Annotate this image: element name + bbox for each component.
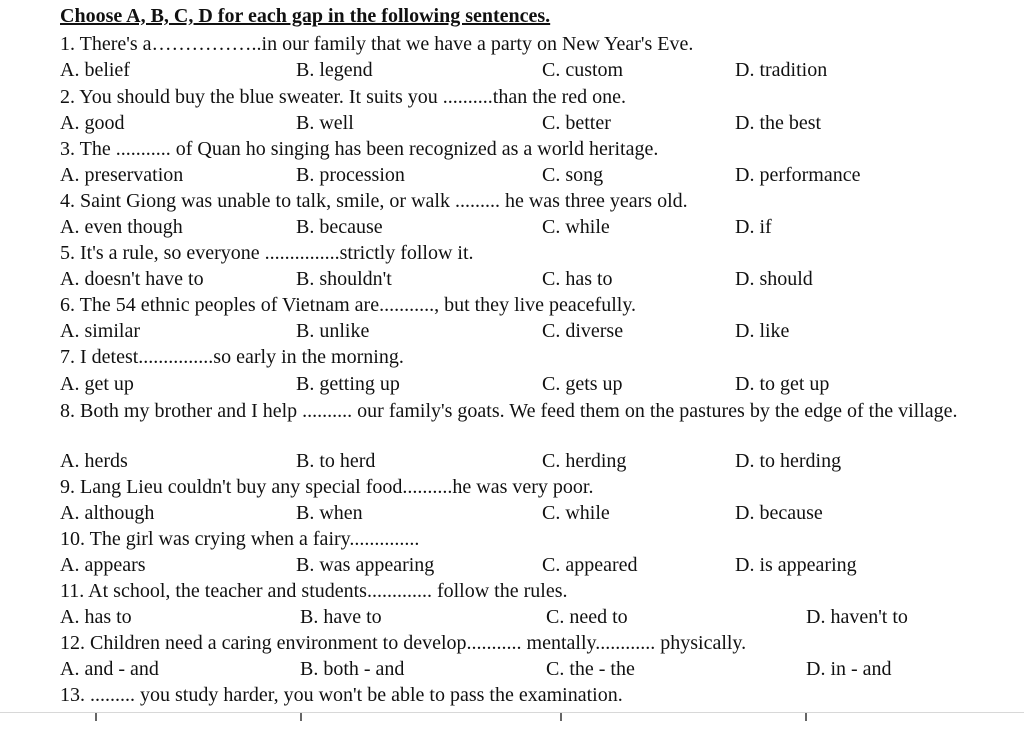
- q6-option-d: D. like: [735, 320, 790, 342]
- q8-option-b: B. to herd: [296, 450, 376, 472]
- q9-option-b: B. when: [296, 502, 363, 524]
- question-13: 13. ......... you study harder, you won't be able to pass the examination.: [60, 684, 623, 706]
- q8-option-d: D. to herding: [735, 450, 842, 472]
- q6-option-b: B. unlike: [296, 320, 370, 342]
- q7-option-d: D. to get up: [735, 373, 830, 395]
- q4-option-d: D. if: [735, 216, 772, 238]
- q11-option-b: B. have to: [300, 606, 382, 628]
- q3-option-d: D. performance: [735, 164, 861, 186]
- q9-option-d: D. because: [735, 502, 823, 524]
- q11-option-a: A. has to: [60, 606, 132, 628]
- q2-option-a: A. good: [60, 112, 125, 134]
- q4-option-b: B. because: [296, 216, 383, 238]
- question-7: 7. I detest...............so early in the morning.: [60, 346, 404, 368]
- question-12: 12. Children need a caring environment to develop........... mentally............ physically.: [60, 632, 747, 654]
- q7-option-a: A. get up: [60, 373, 134, 395]
- q7-option-b: B. getting up: [296, 373, 400, 395]
- instruction-heading: Choose A, B, C, D for each gap in the following sentences.: [60, 5, 551, 27]
- q1-option-b: B. legend: [296, 59, 373, 81]
- q10-option-d: D. is appearing: [735, 554, 857, 576]
- q2-option-c: C. better: [542, 112, 611, 134]
- q1-option-d: D. tradition: [735, 59, 828, 81]
- page-crop-edge: [0, 712, 1024, 740]
- q5-option-d: D. should: [735, 268, 813, 290]
- q4-option-c: C. while: [542, 216, 610, 238]
- question-5: 5. It's a rule, so everyone ...............strictly follow it.: [60, 242, 474, 264]
- q9-option-c: C. while: [542, 502, 610, 524]
- question-3: 3. The ........... of Quan ho singing has been recognized as a world heritage.: [60, 138, 659, 160]
- question-1: 1. There's a……………..in our family that we have a party on New Year's Eve.: [60, 33, 694, 55]
- q10-option-a: A. appears: [60, 554, 146, 576]
- q1-option-c: C. custom: [542, 59, 624, 81]
- q3-option-b: B. procession: [296, 164, 405, 186]
- cropped-glyph: [560, 713, 562, 721]
- cropped-glyph: [95, 713, 97, 721]
- question-4: 4. Saint Giong was unable to talk, smile, or walk ......... he was three years old.: [60, 190, 688, 212]
- q11-option-d: D. haven't to: [806, 606, 908, 628]
- q2-option-d: D. the best: [735, 112, 822, 134]
- question-8: 8. Both my brother and I help .......... our family's goats. We feed them on the pastures by the edge of the village.: [60, 400, 958, 422]
- q12-option-a: A. and - and: [60, 658, 159, 680]
- q6-option-c: C. diverse: [542, 320, 624, 342]
- q10-option-c: C. appeared: [542, 554, 638, 576]
- q3-option-c: C. song: [542, 164, 604, 186]
- q2-option-b: B. well: [296, 112, 354, 134]
- q5-option-a: A. doesn't have to: [60, 268, 204, 290]
- q8-option-c: C. herding: [542, 450, 627, 472]
- q12-option-d: D. in - and: [806, 658, 892, 680]
- q6-option-a: A. similar: [60, 320, 140, 342]
- question-6: 6. The 54 ethnic peoples of Vietnam are..........., but they live peacefully.: [60, 294, 637, 316]
- q5-option-c: C. has to: [542, 268, 613, 290]
- q5-option-b: B. shouldn't: [296, 268, 392, 290]
- q7-option-c: C. gets up: [542, 373, 623, 395]
- q1-option-a: A. belief: [60, 59, 130, 81]
- question-11: 11. At school, the teacher and students............. follow the rules.: [60, 580, 568, 602]
- q9-option-a: A. although: [60, 502, 155, 524]
- cropped-glyph: [805, 713, 807, 721]
- question-9: 9. Lang Lieu couldn't buy any special food..........he was very poor.: [60, 476, 594, 498]
- q12-option-b: B. both - and: [300, 658, 405, 680]
- question-10: 10. The girl was crying when a fairy..............: [60, 528, 420, 550]
- question-2: 2. You should buy the blue sweater. It suits you ..........than the red one.: [60, 86, 627, 108]
- q3-option-a: A. preservation: [60, 164, 184, 186]
- q11-option-c: C. need to: [546, 606, 628, 628]
- q12-option-c: C. the - the: [546, 658, 635, 680]
- q8-option-a: A. herds: [60, 450, 128, 472]
- cropped-glyph: [300, 713, 302, 721]
- q10-option-b: B. was appearing: [296, 554, 435, 576]
- q4-option-a: A. even though: [60, 216, 183, 238]
